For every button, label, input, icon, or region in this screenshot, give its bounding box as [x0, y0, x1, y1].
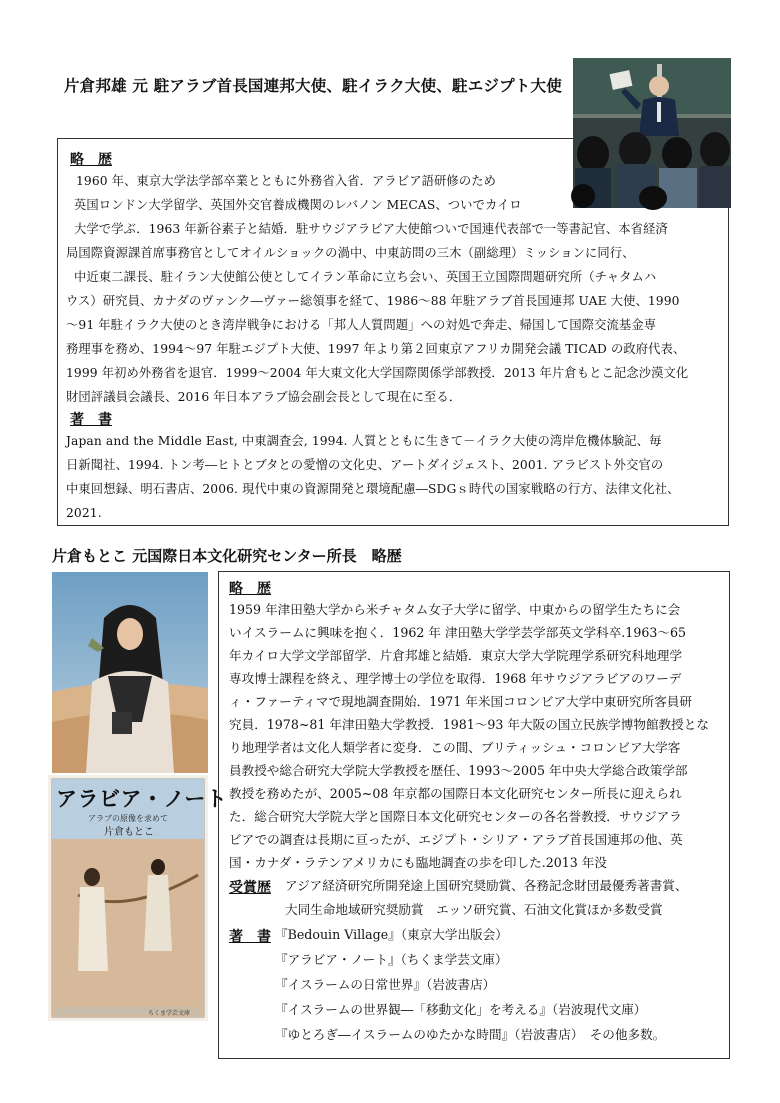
text-line: 大同生命地域研究奨励賞 エッソ研究賞、石油文化賞ほか多数受賞 [285, 902, 663, 917]
text-line: 専攻博士課程を終え、理学博士の学位を取得．1968 年サウジアラビアのワーデ [229, 671, 682, 686]
text-line: 『イスラームの日常世界』（岩波書店） [275, 977, 496, 992]
section1-career-heading: 略 歴 [70, 152, 112, 168]
book-cover-author: 片倉もとこ [104, 827, 154, 838]
lecture-photo [573, 58, 731, 208]
section2-box [218, 571, 730, 1059]
text-line: 中東回想録、明石書店、2006. 現代中東の資源開発と環境配慮―SDGｓ時代の国家戦略の行方、法律文化社、 [66, 482, 680, 496]
text-line: 『Bedouin Village』（東京大学出版会） [275, 927, 508, 942]
section2-awards-heading: 受賞歴 [229, 880, 271, 896]
text-line: 究員．1978~81 年津田塾大学教授．1981～93 年大阪の国立民族学博物館教授とな [229, 717, 709, 732]
text-line: 教授を務めたが、2005~08 年京都の国際日本文化研究センター所長に迎えられ [229, 786, 682, 801]
text-line: ィ・ファーティマで現地調査開始．1971 年米国コロンビア大学中東研究所客員研 [229, 694, 692, 709]
book-cover-image [48, 775, 228, 1021]
text-line: り地理学者は文化人類学者に変身．この間、ブリティッシュ・コロンビア大学客 [229, 740, 681, 755]
text-line: 国・カナダ・ラテンアメリカにも臨地調査の歩を印した.2013 年没 [229, 855, 607, 870]
text-line: 員教授や総合研究大学院大学教授を歴任、1993～2005 年中央大学総合政策学部 [229, 763, 688, 778]
text-line: いイスラームに興味を抱く．1962 年 津田塾大学学芸学部英文学科卒.1963～65 [229, 625, 686, 640]
portrait-photo [52, 572, 208, 773]
text-line: 務理事を務め、1994～97 年駐エジプト大使、1997 年より第２回東京アフリカ開発会議 TICAD の政府代表、 [66, 342, 686, 356]
text-line: 財団評議員会議長、2016 年日本アラブ協会副会長として現在に至る． [66, 390, 462, 404]
text-line: 『ゆとろぎ―イスラームのゆたかな時間』（岩波書店） その他多数。 [275, 1027, 666, 1042]
section2-title: 片倉もとこ 元国際日本文化研究センター所長 略歴 [52, 547, 402, 565]
book-cover-subtitle: アラブの原像を求めて [88, 814, 168, 823]
section2-career-heading: 略 歴 [229, 581, 271, 597]
text-line: 日新聞社、1994. トン考―ヒトとブタとの愛憎の文化史、アートダイジェスト、2001. アラビスト外交官の [66, 458, 664, 472]
text-line: 2021. [66, 506, 102, 520]
section1-books-heading: 著 書 [70, 412, 112, 428]
text-line: 局国際資源課首席事務官としてオイルショックの渦中、中東訪問の三木（副総理）ミッションに同行、 [66, 246, 635, 260]
book-cover-publisher: ちくま学芸文庫 [148, 1010, 191, 1017]
text-line: 1959 年津田塾大学から米チャタム女子大学に留学、中東からの留学生たちに会 [229, 602, 681, 617]
text-line: 中近東二課長、駐イラン大使館公使としてイラン革命に立ち会い、英国王立国際問題研究所（チャタムハ [74, 270, 657, 284]
text-line: 『アラビア・ノート』（ちくま学芸文庫） [275, 952, 508, 967]
book-cover-title: アラビア・ノート [56, 786, 228, 811]
text-line: 年カイロ大学文学部留学．片倉邦雄と結婚．東京大学大学院理学系研究科地理学 [229, 648, 682, 663]
text-line: Japan and the Middle East, 中東調査会, 1994. 人質とともに生きて－イラク大使の湾岸危機体験記、毎 [66, 434, 662, 448]
text-line: 英国ロンドン大学留学、英国外交官養成機関のレバノン MECAS、ついでカイロ [74, 198, 522, 212]
section1-title: 片倉邦雄 元 駐アラブ首長国連邦大使、駐イラク大使、駐エジプト大使 [64, 76, 562, 95]
text-line: 『イスラームの世界観―「移動文化」を考える』（岩波現代文庫） [275, 1002, 647, 1017]
text-line: ビアでの調査は長期に亘ったが、エジプト・シリア・アラブ首長国連邦の他、英 [229, 832, 683, 847]
text-line: 大学で学ぶ．1963 年新谷素子と結婚．駐サウジアラビア大使館ついで国連代表部で一等書記官、本省経済 [74, 222, 668, 236]
text-line: アジア経済研究所開発途上国研究奨励賞、各務記念財団最優秀著書賞、 [285, 878, 688, 893]
text-line: ～91 年駐イラク大使のとき湾岸戦争における「邦人人質問題」への対処で奔走、帰国して国際交流基金専 [66, 318, 657, 332]
text-line: た．総合研究大学院大学と国際日本文化研究センターの各名誉教授．サウジアラ [229, 809, 682, 824]
section2-books-heading: 著 書 [229, 929, 271, 945]
text-line: 1960 年、東京大学法学部卒業とともに外務省入省．アラビア語研修のため [76, 174, 497, 188]
text-line: ウス）研究員、カナダのヴァンク―ヴァー総領事を経て、1986～88 年駐アラブ首長国連邦 UAE 大使、1990 [66, 294, 680, 308]
text-line: 1999 年初め外務省を退官．1999～2004 年大東文化大学国際関係学部教授．2013 年片倉もとこ記念沙漠文化 [66, 366, 689, 380]
